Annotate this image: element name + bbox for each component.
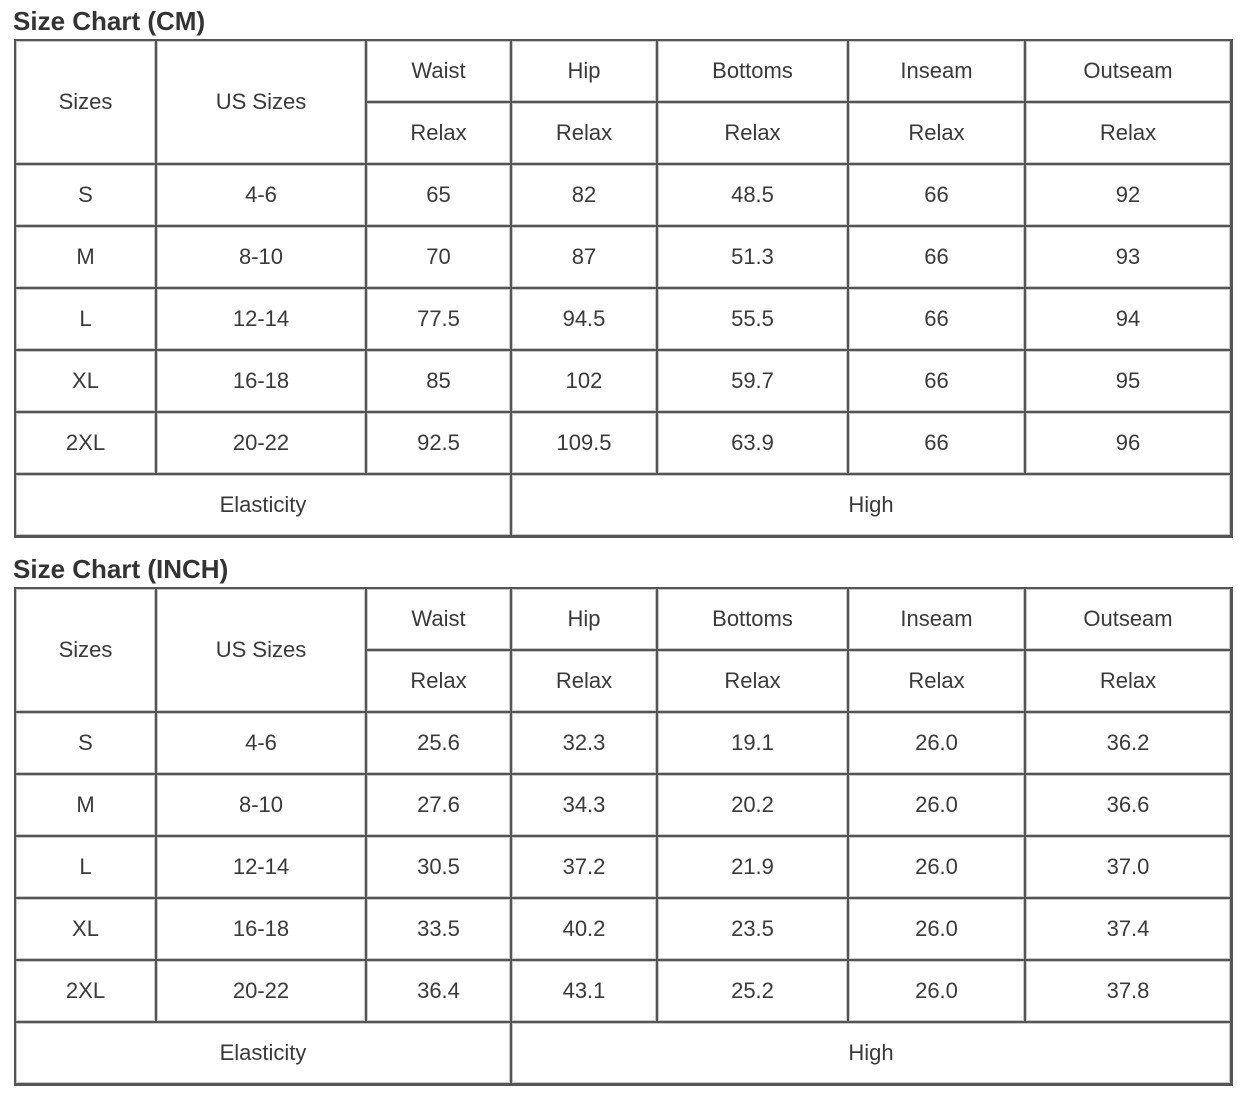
- cell-waist: 25.6: [367, 713, 512, 775]
- cell-us-size: 4-6: [157, 165, 367, 227]
- cell-us-size: 16-18: [157, 351, 367, 413]
- cell-outseam: 36.2: [1026, 713, 1230, 775]
- subheader-outseam-relax: Relax: [1026, 651, 1230, 713]
- header-sizes: Sizes: [16, 589, 157, 713]
- cell-inseam: 26.0: [849, 775, 1026, 837]
- cell-waist: 30.5: [367, 837, 512, 899]
- cell-size: S: [16, 713, 157, 775]
- cell-bottoms: 51.3: [658, 227, 849, 289]
- cell-inseam: 66: [849, 289, 1026, 351]
- cell-us-size: 8-10: [157, 775, 367, 837]
- table-footer-row: [16, 475, 1230, 535]
- header-bottoms: Bottoms: [658, 589, 849, 651]
- header-hip: Hip: [512, 41, 658, 103]
- cell-bottoms: 59.7: [658, 351, 849, 413]
- cell-hip: 43.1: [512, 961, 658, 1023]
- subheader-waist-relax: Relax: [367, 651, 512, 713]
- cell-size: M: [16, 775, 157, 837]
- cell-bottoms: 21.9: [658, 837, 849, 899]
- cell-us-size: 12-14: [157, 289, 367, 351]
- size-chart-cm-title: Size Chart (CM): [13, 6, 206, 36]
- cell-size: 2XL: [16, 961, 157, 1023]
- table-row: [16, 351, 1230, 413]
- cell-size: S: [16, 165, 157, 227]
- cell-waist: 70: [367, 227, 512, 289]
- subheader-outseam-relax: Relax: [1026, 103, 1230, 165]
- cell-outseam: 37.4: [1026, 899, 1230, 961]
- table-header-row: [16, 589, 1230, 651]
- header-inseam: Inseam: [849, 41, 1026, 103]
- cell-inseam: 66: [849, 165, 1026, 227]
- cell-size: XL: [16, 351, 157, 413]
- subheader-inseam-relax: Relax: [849, 651, 1026, 713]
- size-chart-inch-title: Size Chart (INCH): [13, 554, 229, 584]
- cell-inseam: 26.0: [849, 899, 1026, 961]
- subheader-bottoms-relax: Relax: [658, 103, 849, 165]
- header-outseam: Outseam: [1026, 589, 1230, 651]
- cell-us-size: 12-14: [157, 837, 367, 899]
- elasticity-label: Elasticity: [16, 1023, 512, 1083]
- cell-size: 2XL: [16, 413, 157, 475]
- size-chart-cm-table: [14, 39, 1233, 538]
- table-row: [16, 227, 1230, 289]
- header-us-sizes: US Sizes: [157, 41, 367, 165]
- cell-bottoms: 23.5: [658, 899, 849, 961]
- subheader-bottoms-relax: Relax: [658, 651, 849, 713]
- table-row: [16, 899, 1230, 961]
- cell-inseam: 66: [849, 351, 1026, 413]
- cell-us-size: 20-22: [157, 961, 367, 1023]
- table-row: [16, 413, 1230, 475]
- cell-hip: 102: [512, 351, 658, 413]
- cell-inseam: 26.0: [849, 713, 1026, 775]
- cell-outseam: 92: [1026, 165, 1230, 227]
- cell-outseam: 36.6: [1026, 775, 1230, 837]
- header-hip: Hip: [512, 589, 658, 651]
- elasticity-label: Elasticity: [16, 475, 512, 535]
- table-row: [16, 775, 1230, 837]
- cell-waist: 36.4: [367, 961, 512, 1023]
- cell-size: XL: [16, 899, 157, 961]
- cell-hip: 32.3: [512, 713, 658, 775]
- header-waist: Waist: [367, 589, 512, 651]
- elasticity-value: High: [512, 1023, 1230, 1083]
- cell-waist: 85: [367, 351, 512, 413]
- cell-outseam: 96: [1026, 413, 1230, 475]
- header-sizes: Sizes: [16, 41, 157, 165]
- cell-us-size: 16-18: [157, 899, 367, 961]
- cell-size: M: [16, 227, 157, 289]
- cell-bottoms: 20.2: [658, 775, 849, 837]
- cell-hip: 109.5: [512, 413, 658, 475]
- size-chart-inch-table: [14, 587, 1233, 1086]
- table-row: [16, 165, 1230, 227]
- cell-us-size: 4-6: [157, 713, 367, 775]
- table-row: [16, 837, 1230, 899]
- cell-hip: 87: [512, 227, 658, 289]
- cell-inseam: 66: [849, 413, 1026, 475]
- cell-waist: 33.5: [367, 899, 512, 961]
- table-header-row: [16, 41, 1230, 103]
- cell-outseam: 37.0: [1026, 837, 1230, 899]
- subheader-hip-relax: Relax: [512, 651, 658, 713]
- table-row: [16, 961, 1230, 1023]
- cell-hip: 37.2: [512, 837, 658, 899]
- cell-waist: 77.5: [367, 289, 512, 351]
- subheader-hip-relax: Relax: [512, 103, 658, 165]
- table-row: [16, 713, 1230, 775]
- header-waist: Waist: [367, 41, 512, 103]
- header-bottoms: Bottoms: [658, 41, 849, 103]
- table-row: [16, 289, 1230, 351]
- cell-bottoms: 19.1: [658, 713, 849, 775]
- cell-waist: 27.6: [367, 775, 512, 837]
- cell-us-size: 20-22: [157, 413, 367, 475]
- cell-bottoms: 48.5: [658, 165, 849, 227]
- cell-us-size: 8-10: [157, 227, 367, 289]
- cell-inseam: 26.0: [849, 961, 1026, 1023]
- cell-bottoms: 55.5: [658, 289, 849, 351]
- header-us-sizes: US Sizes: [157, 589, 367, 713]
- cell-bottoms: 25.2: [658, 961, 849, 1023]
- subheader-waist-relax: Relax: [367, 103, 512, 165]
- cell-outseam: 93: [1026, 227, 1230, 289]
- cell-size: L: [16, 837, 157, 899]
- cell-outseam: 37.8: [1026, 961, 1230, 1023]
- cell-inseam: 26.0: [849, 837, 1026, 899]
- cell-outseam: 94: [1026, 289, 1230, 351]
- cell-inseam: 66: [849, 227, 1026, 289]
- cell-waist: 92.5: [367, 413, 512, 475]
- cell-hip: 40.2: [512, 899, 658, 961]
- elasticity-value: High: [512, 475, 1230, 535]
- cell-hip: 82: [512, 165, 658, 227]
- cell-bottoms: 63.9: [658, 413, 849, 475]
- header-outseam: Outseam: [1026, 41, 1230, 103]
- cell-waist: 65: [367, 165, 512, 227]
- cell-hip: 34.3: [512, 775, 658, 837]
- header-inseam: Inseam: [849, 589, 1026, 651]
- cell-hip: 94.5: [512, 289, 658, 351]
- cell-size: L: [16, 289, 157, 351]
- table-footer-row: [16, 1023, 1230, 1083]
- cell-outseam: 95: [1026, 351, 1230, 413]
- subheader-inseam-relax: Relax: [849, 103, 1026, 165]
